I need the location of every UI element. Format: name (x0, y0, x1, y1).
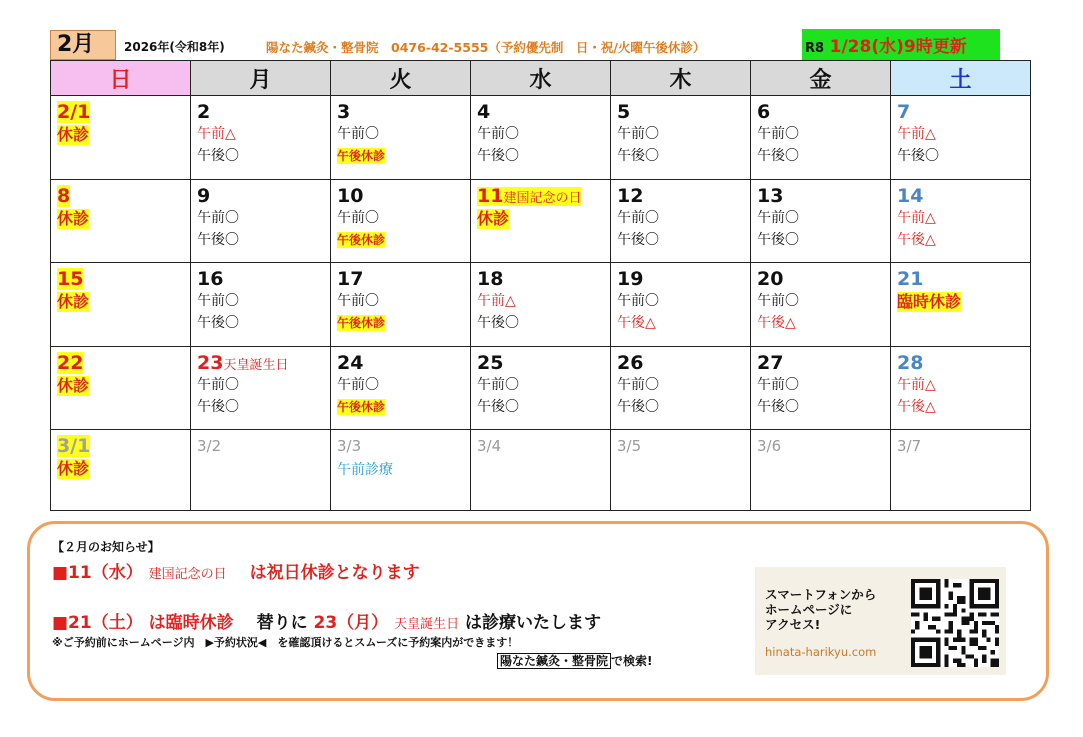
pm-status: 午後〇 (757, 231, 799, 248)
holiday-name: 天皇誕生日 (223, 357, 289, 373)
am-status: 午前〇 (197, 209, 239, 226)
day-cell (331, 430, 471, 511)
day-cell (611, 346, 751, 430)
am-status: 午前〇 (757, 376, 799, 393)
day-date: 4 (477, 101, 491, 123)
notice-line1-holiday: 建国記念の日 (148, 567, 227, 582)
closed-label: 休診 (57, 375, 90, 395)
day-date: 7 (897, 101, 911, 123)
notice-line1-marker: ■11（水） (52, 563, 143, 583)
day-date: 27 (757, 351, 784, 374)
day-cell (331, 96, 471, 180)
day-cell (191, 179, 331, 263)
month-label: 2月 (50, 30, 116, 60)
day-cell (51, 96, 191, 180)
day-cell (471, 346, 611, 430)
day-date: 15 (57, 268, 84, 291)
notice-line-2 (52, 608, 601, 633)
notice-line2-holiday: 天皇誕生日 (394, 617, 460, 632)
pm-status: 午後〇 (757, 148, 799, 164)
day-cell (471, 263, 611, 347)
am-status: 午前△ (197, 126, 236, 142)
day-cell (471, 96, 611, 180)
day-cell (751, 179, 891, 263)
holiday-name: 建国記念の日 (503, 190, 582, 206)
day-cell (891, 430, 1031, 511)
day-cell (191, 263, 331, 347)
day-cell (751, 346, 891, 430)
am-status: 午前〇 (617, 126, 659, 142)
day-cell (611, 96, 751, 180)
am-status: 午前〇 (337, 376, 379, 393)
day-date: 22 (57, 351, 84, 374)
am-status: 午前〇 (337, 209, 379, 226)
notice-line2-marker: ■21（土） (52, 613, 143, 633)
day-date: 17 (337, 268, 364, 291)
clinic-info: 陽なた鍼灸・整骨院 0476-42-5555（予約優先制 日・祝/火曜午後休診） (266, 40, 706, 55)
day-date: 10 (337, 184, 364, 207)
am-status: 午前〇 (617, 293, 659, 310)
day-date: 24 (337, 351, 364, 374)
year-label: 2026年(令和8年) (124, 40, 225, 54)
am-status: 午前〇 (617, 209, 659, 226)
pm-status: 午後△ (757, 315, 796, 332)
am-clinic-label: 午前診療 (337, 462, 393, 479)
day-date: 16 (197, 268, 224, 291)
day-date: 23 (197, 351, 224, 374)
day-cell (611, 263, 751, 347)
day-date: 6 (757, 101, 771, 123)
weekday-sat: 土 (891, 61, 1031, 96)
day-date: 3/5 (617, 437, 642, 456)
temporary-closed-label: 臨時休診 (897, 292, 962, 312)
notice-title: 【２月のお知らせ】 (52, 540, 160, 554)
holiday-date-wrap (477, 184, 582, 207)
am-status: 午前△ (897, 209, 936, 226)
day-date: 3/7 (897, 437, 922, 456)
closed-label: 休診 (57, 125, 90, 144)
am-status: 午前〇 (337, 293, 379, 310)
am-status: 午前〇 (757, 293, 799, 310)
am-status: 午前〇 (197, 293, 239, 310)
day-date: 19 (617, 268, 644, 291)
qr-panel (755, 567, 1006, 675)
pm-status: 午後△ (617, 315, 656, 332)
day-cell (891, 179, 1031, 263)
day-cell (51, 430, 191, 511)
day-cell (891, 346, 1031, 430)
day-cell (751, 263, 891, 347)
notice-line1-text: は祝日休診となります (232, 563, 420, 583)
am-status: 午前〇 (617, 376, 659, 393)
day-cell (751, 96, 891, 180)
pm-status: 午後〇 (617, 398, 659, 415)
qr-url[interactable]: hinata-harikyu.com (765, 645, 877, 659)
day-date: 9 (197, 184, 211, 207)
week-row (51, 346, 1031, 430)
day-date: 28 (897, 351, 924, 374)
pm-status: 午後〇 (197, 148, 239, 164)
pm-status: 午後〇 (617, 148, 659, 164)
qr-caption-line-1: スマートフォンから (765, 587, 877, 602)
day-date: 18 (477, 268, 504, 291)
day-cell (191, 346, 331, 430)
am-status: 午前〇 (477, 376, 519, 393)
qr-caption-line-3: アクセス! (765, 617, 821, 632)
am-status: 午前△ (477, 293, 516, 310)
day-date: 13 (757, 184, 784, 207)
day-date: 14 (897, 184, 924, 207)
day-date: 3 (337, 101, 351, 123)
day-date: 2 (197, 101, 211, 123)
weekday-sun: 日 (51, 61, 191, 96)
search-suffix: で検索! (611, 654, 653, 668)
pm-status: 午後△ (897, 398, 936, 415)
day-date: 26 (617, 351, 644, 374)
day-cell (51, 179, 191, 263)
day-cell (611, 430, 751, 511)
pm-status: 午後〇 (197, 231, 239, 248)
pm-closed-label: 午後休診 (337, 232, 386, 247)
pm-status: 午後△ (897, 231, 936, 248)
notice-line2-text-a: は臨時休診 (148, 613, 234, 633)
pm-status: 午後〇 (197, 315, 239, 332)
weekday-thu: 木 (611, 61, 751, 96)
am-status: 午前〇 (197, 376, 239, 393)
week-row (51, 263, 1031, 347)
day-cell (331, 179, 471, 263)
search-hint (497, 652, 653, 669)
day-date: 3/2 (197, 437, 222, 456)
notice-note: ※ご予約前にホームページ内 ▶予約状況◀ を確認頂けるとスムーズに予約案内ができます！ (52, 636, 519, 649)
day-date: 2/1 (57, 101, 91, 123)
closed-label: 休診 (57, 292, 90, 312)
day-date: 3/4 (477, 437, 502, 456)
day-date: 21 (897, 268, 924, 291)
pm-status: 午後〇 (477, 148, 519, 164)
search-keyword: 陽なた鍼灸・整骨院 (497, 653, 611, 669)
notice-line2-text-c: は診療いたします (465, 613, 602, 633)
day-cell (191, 430, 331, 511)
day-date: 12 (617, 184, 644, 207)
pm-status: 午後〇 (757, 398, 799, 415)
pm-closed-label: 午後休診 (337, 399, 386, 414)
day-cell (191, 96, 331, 180)
update-text: 1/28(水)9時更新 (829, 37, 967, 57)
day-cell (471, 430, 611, 511)
pm-status: 午後〇 (477, 315, 519, 332)
day-cell (891, 263, 1031, 347)
day-cell (471, 179, 611, 263)
day-date: 3/3 (337, 437, 362, 456)
am-status: 午前△ (897, 376, 936, 393)
closed-label: 休診 (57, 459, 90, 479)
day-date: 25 (477, 351, 504, 374)
day-cell (51, 346, 191, 430)
day-cell (51, 263, 191, 347)
day-date: 3/6 (757, 437, 782, 456)
day-date: 20 (757, 268, 784, 291)
am-status: 午前△ (897, 126, 936, 142)
day-date: 11 (477, 184, 504, 207)
calendar-table (50, 60, 1031, 511)
pm-status: 午後〇 (197, 398, 239, 415)
update-prefix: R8 (805, 41, 825, 56)
week-row (51, 179, 1031, 263)
notice-line-1 (52, 558, 420, 583)
qr-code-icon[interactable] (911, 579, 999, 667)
am-status: 午前〇 (757, 126, 799, 142)
pm-status: 午後〇 (617, 231, 659, 248)
closed-label: 休診 (57, 208, 90, 228)
day-date: 5 (617, 101, 631, 123)
notice-line2-text-b: 替りに (239, 613, 308, 633)
day-date: 8 (57, 184, 71, 207)
weekday-wed: 水 (471, 61, 611, 96)
day-cell (331, 346, 471, 430)
weekday-fri: 金 (751, 61, 891, 96)
weekday-mon: 月 (191, 61, 331, 96)
weekday-tue: 火 (331, 61, 471, 96)
weekday-header-row (51, 61, 1031, 96)
am-status: 午前〇 (757, 209, 799, 226)
notice-box (27, 521, 1049, 701)
pm-status: 午後〇 (477, 398, 519, 415)
am-status: 午前〇 (337, 126, 379, 142)
day-date: 3/1 (57, 435, 91, 458)
day-cell (751, 430, 891, 511)
week-row (51, 430, 1031, 511)
am-status: 午前〇 (477, 126, 519, 142)
day-cell (611, 179, 751, 263)
pm-closed-label: 午後休診 (337, 149, 386, 163)
week-row (51, 96, 1031, 180)
pm-closed-label: 午後休診 (337, 316, 386, 331)
qr-caption-line-2: ホームページに (765, 602, 853, 617)
update-badge (802, 29, 1000, 60)
qr-caption (765, 587, 876, 632)
closed-label: 休診 (477, 208, 510, 228)
day-cell (891, 96, 1031, 180)
notice-line2-date: 23（月） (313, 613, 389, 633)
pm-status: 午後〇 (897, 148, 939, 164)
day-cell (331, 263, 471, 347)
